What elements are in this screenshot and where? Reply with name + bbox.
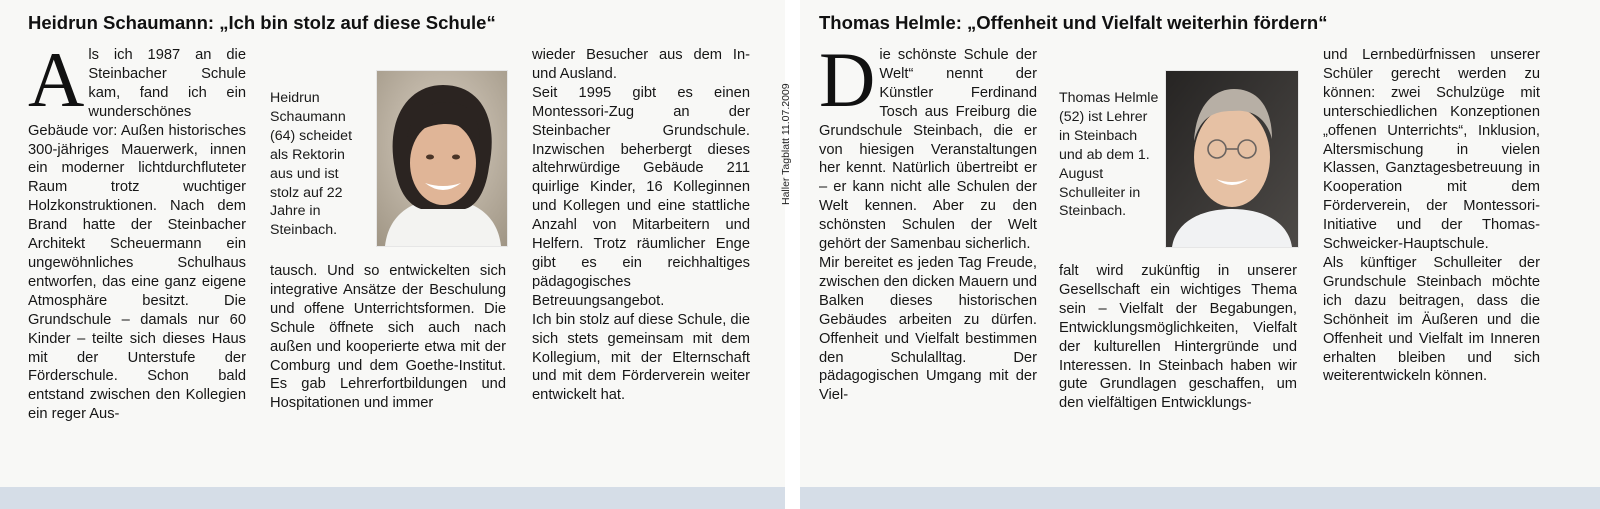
left-article-col2-text: tausch. Und so entwickelten sich integrative Ansätze der Beschulung und offene Unterrichtsformen. Die Schule öffnete sich auch nach außen und kooperierte etwa mit der Comburg und dem Goethe-Institut. Es gab Lehrerfortbildungen und Hospitationen und immer — [270, 263, 506, 412]
left-article-column-1 — [28, 36, 246, 424]
left-article-col3-para-1: wieder Besucher aus dem In- und Ausland. — [532, 47, 750, 82]
right-article-col3-para-1: und Lernbedürfnissen unserer Schüler gerecht werden zu können: zwei Schulzüge mit unterschiedlichen Konzeptionen „offenen Unterrichts“, Inklusion, Altersmischung in vielen Klassen, Ganztagesbetreuung in Kooperation mit dem Förderverein, der Montessori-Initiative und der Thomas-Schweicker-Hauptschule. — [1323, 47, 1540, 253]
left-article-column-2 — [270, 262, 506, 413]
heidrun-schaumann-portrait-photo — [376, 70, 508, 247]
right-article-col3-para-2: Als künftiger Schulleiter der Grundschule Steinbach möchte ich dazu beitragen, dass die Schönheit im Äußeren und die Offenheit und Vielfalt im Inneren erhalten bleiben und sich weiterentwickeln können. — [1323, 254, 1540, 385]
right-article-col1-para-2: Mir bereitet es jeden Tag Freude, zwischen den dicken Mauern und Balken dieses historischen Gebäudes arbeiten zu dürfen. Offenheit und Vielfalt bestimmen den Schulalltag. Der pädagogischen Umgang mit der Viel- — [819, 254, 1037, 404]
left-article-clipping — [0, 0, 785, 509]
left-article-col3-para-3: Ich bin stolz auf diese Schule, die sich stets gemeinsam mit dem Kollegium, mit der Elternschaft und mit dem Förderverein weiter entwickelt hat. — [532, 311, 750, 404]
right-photo-caption: Thomas Helmle (52) ist Lehrer in Steinbach und ab dem 1. August Schulleiter in Steinbach. — [1059, 90, 1159, 220]
source-date-label: Haller Tagblatt 11.07.2009 — [780, 83, 792, 205]
left-article-column-3 — [532, 46, 750, 405]
thomas-helmle-portrait-photo — [1165, 70, 1299, 248]
right-article-dropcap: D — [819, 36, 876, 123]
left-article-col3-para-2: Seit 1995 gibt es einen Montessori-Zug an der Steinbacher Grundschule. Inzwischen beherbergt dieses altehrwürdige Gebäude 211 quirlige Kinder, 16 Kolleginnen und Kollegen und eine stattliche Anzahl von Mitarbeitern und Helfern. Trotz räumlicher Enge gibt es ein reichhaltiges pädagogisches Betreuungsangebot. — [532, 84, 750, 309]
right-article-headline: Thomas Helmle: „Offenheit und Vielfalt weiterhin fördern“ — [819, 12, 1328, 33]
right-article-clipping — [800, 0, 1600, 509]
right-article-col1-text: ie schönste Schule der Welt“ nennt der Künstler Ferdinand Tosch aus Freiburg die Grundschule Steinbach, die er von hiesigen Veranstaltungen her kennt. Natürlich übertreibt er – er kann nicht alle Schulen der Welt kennen. Aber zu den schönsten Schulen der Welt gehört der Samenbau sicherlich. — [819, 47, 1037, 253]
right-bottom-band — [800, 487, 1600, 509]
left-article-headline: Heidrun Schaumann: „Ich bin stolz auf diese Schule“ — [28, 12, 496, 33]
left-bottom-band — [0, 487, 785, 509]
left-article-dropcap: A — [28, 36, 85, 123]
right-article-column-1 — [819, 36, 1037, 405]
right-article-col2-text: falt wird zukünftig in unserer Gesellschaft ein wichtiges Thema sein – Vielfalt der Begabungen, Entwicklungsmöglichkeiten, Vielfalt der kulturellen Hintergründe und Interessen. In Steinbach haben wir gute Grundlagen geschaffen, um den vielfältigen Entwicklungs- — [1059, 263, 1297, 412]
right-article-column-3 — [1323, 46, 1540, 386]
left-photo-caption: Heidrun Schaumann (64) scheidet als Rektorin aus und ist stolz auf 22 Jahre in Steinbach. — [270, 90, 353, 239]
left-article-col1-text: ls ich 1987 an die Steinbacher Schule kam, fand ich ein wunderschönes Gebäude vor: Außen historisches 300-jähriges Mauerwerk, innen ein moderner lichtdurchfluteter Raum trotz wuchtiger Holzkonstruktionen. Nach dem Brand hatte der Steinbacher Architekt Scheuermann ein ungewöhnliches Schulhaus entworfen, das eine ganz eigene Atmosphäre besitzt. Die Grundschule – damals nur 60 Kinder – teilte sich dieses Haus mit der Unterstufe der Förderschule. Schon bald entstand zwischen den Kollegien ein reger Aus- — [28, 47, 246, 423]
right-article-column-2 — [1059, 262, 1297, 413]
